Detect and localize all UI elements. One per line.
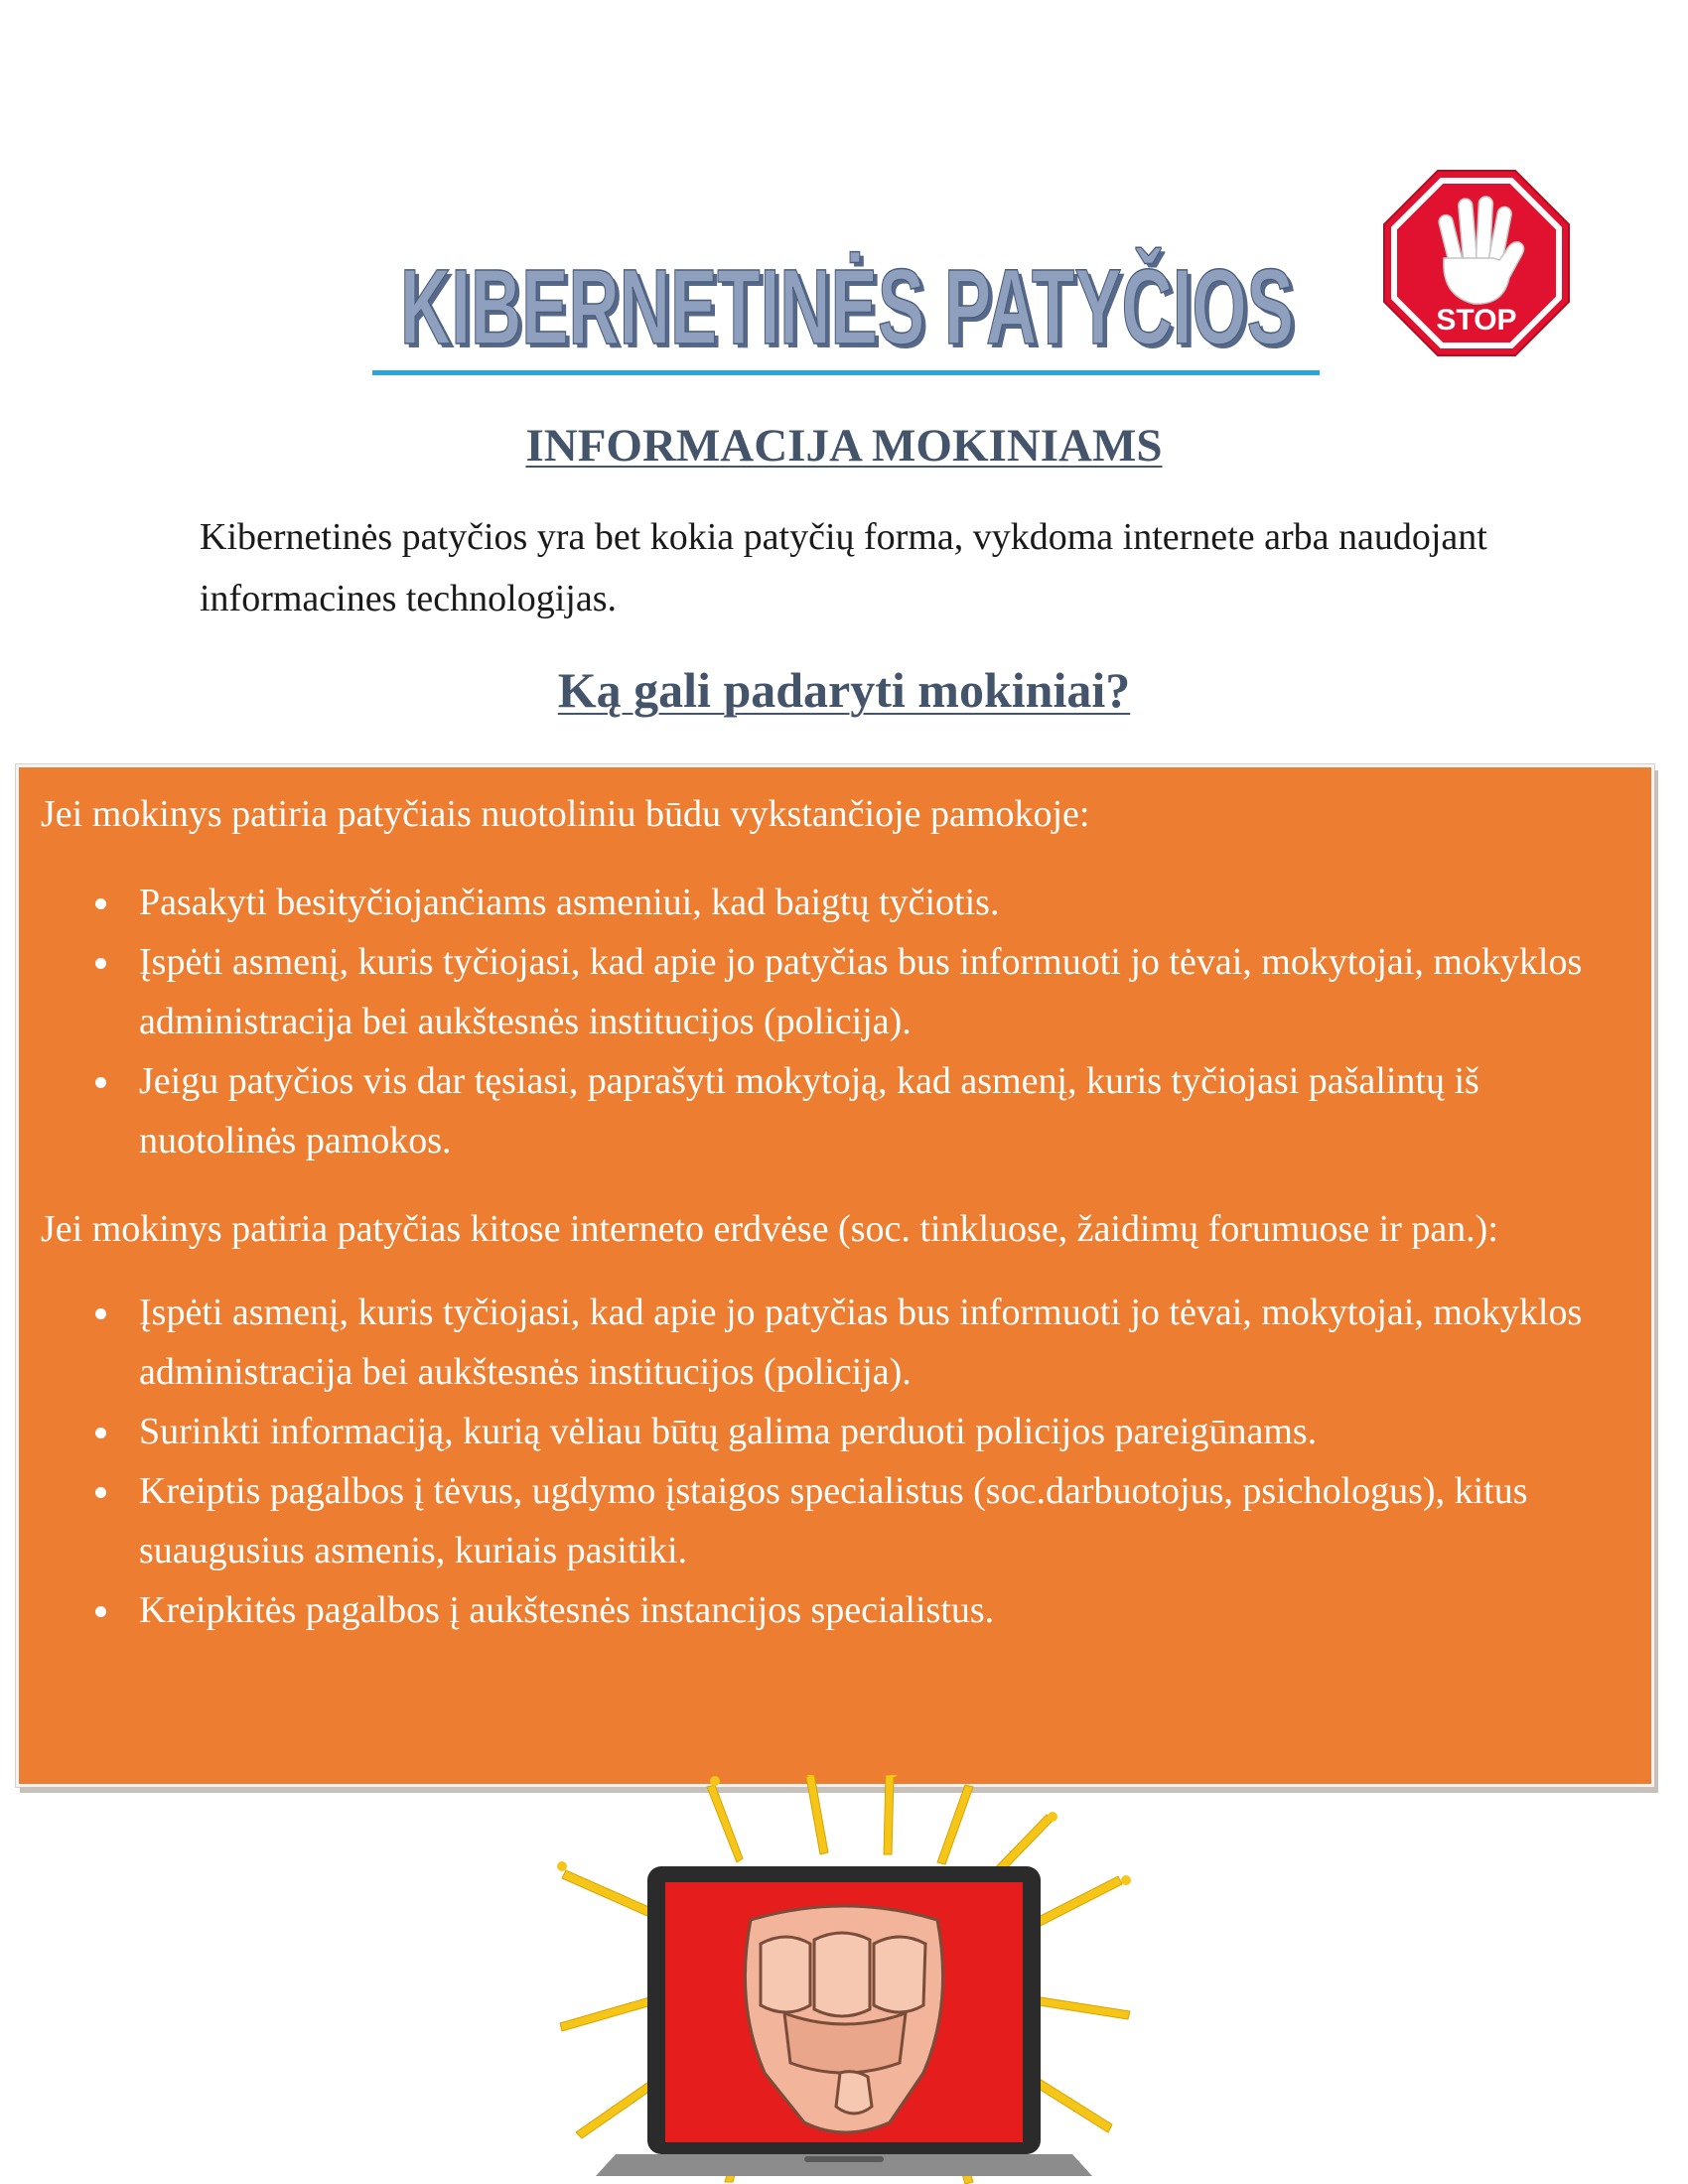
subtitle: INFORMACIJA MOKINIAMS	[525, 420, 1163, 472]
bullet-icon	[95, 1428, 106, 1438]
title-text: KIBERNETINĖS PATYČIOS	[400, 246, 1294, 366]
bullet-icon	[95, 958, 106, 969]
title-graphic	[372, 226, 1321, 375]
list-item	[19, 1283, 1647, 1402]
bullet-icon	[95, 1308, 106, 1319]
stop-sign-label: STOP	[1436, 304, 1517, 337]
list-item-text: Įspėti asmenį, kuris tyčiojasi, kad apie jo patyčias bus informuoti jo tėvai, mokytojai, mokyklos administracija bei aukštesnės institucijos (policija).	[139, 1292, 1583, 1393]
list-item-text: Kreipkitės pagalbos į aukštesnės instancijos specialistus.	[139, 1589, 995, 1631]
list-item	[19, 932, 1647, 1051]
list-item	[19, 1580, 1647, 1640]
bullet-icon	[95, 1606, 106, 1617]
list-item	[19, 873, 1647, 932]
scenario-2-heading: Jei mokinys patiria patyčias kitose interneto erdvėse (soc. tinkluose, žaidimų forumuose ir pan.):	[41, 1208, 1498, 1250]
list-item	[19, 1402, 1647, 1461]
question-heading: Ką gali padaryti mokiniai?	[557, 662, 1131, 718]
list-item-text: Įspėti asmenį, kuris tyčiojasi, kad apie jo patyčias bus informuoti jo tėvai, mokytojai, mokyklos administracija bei aukštesnės institucijos (policija).	[139, 941, 1583, 1042]
bullet-icon	[95, 1077, 106, 1088]
list-item-text: Surinkti informaciją, kurią vėliau būtų galima perduoti policijos pareigūnams.	[139, 1411, 1318, 1452]
scenario-1-heading: Jei mokinys patiria patyčiais nuotoliniu būdu vykstančioje pamokoje:	[41, 793, 1090, 835]
bullet-icon	[95, 898, 106, 909]
list-item-text: Jeigu patyčios vis dar tęsiasi, paprašyti mokytoją, kad asmenį, kuris tyčiojasi pašalintų iš nuotolinės pamokos.	[139, 1060, 1479, 1161]
list-item	[19, 1051, 1647, 1170]
bullet-icon	[95, 1487, 106, 1498]
scenario-1-list	[19, 873, 1647, 1170]
scenario-2-list	[19, 1283, 1647, 1640]
title-underline	[372, 370, 1320, 375]
intro-paragraph: Kibernetinės patyčios yra bet kokia patyčių forma, vykdoma internete arba naudojant informacines technologijas.	[200, 516, 1487, 619]
title-shadow: KIBERNETINĖS PATYČIOS	[404, 250, 1298, 370]
stop-sign-icon	[1382, 169, 1571, 357]
list-item	[19, 1461, 1647, 1580]
fist-laptop-illustration	[556, 1775, 1132, 2184]
list-item-text: Kreiptis pagalbos į tėvus, ugdymo įstaigos specialistus (soc.darbuotojus, psichologus), kitus suaugusius asmenis, kuriais pasitiki.	[139, 1470, 1528, 1571]
document-title	[372, 226, 1321, 375]
advice-panel	[16, 764, 1654, 1787]
list-item-text: Pasakyti besityčiojančiams asmeniui, kad baigtų tyčiotis.	[139, 882, 1000, 923]
